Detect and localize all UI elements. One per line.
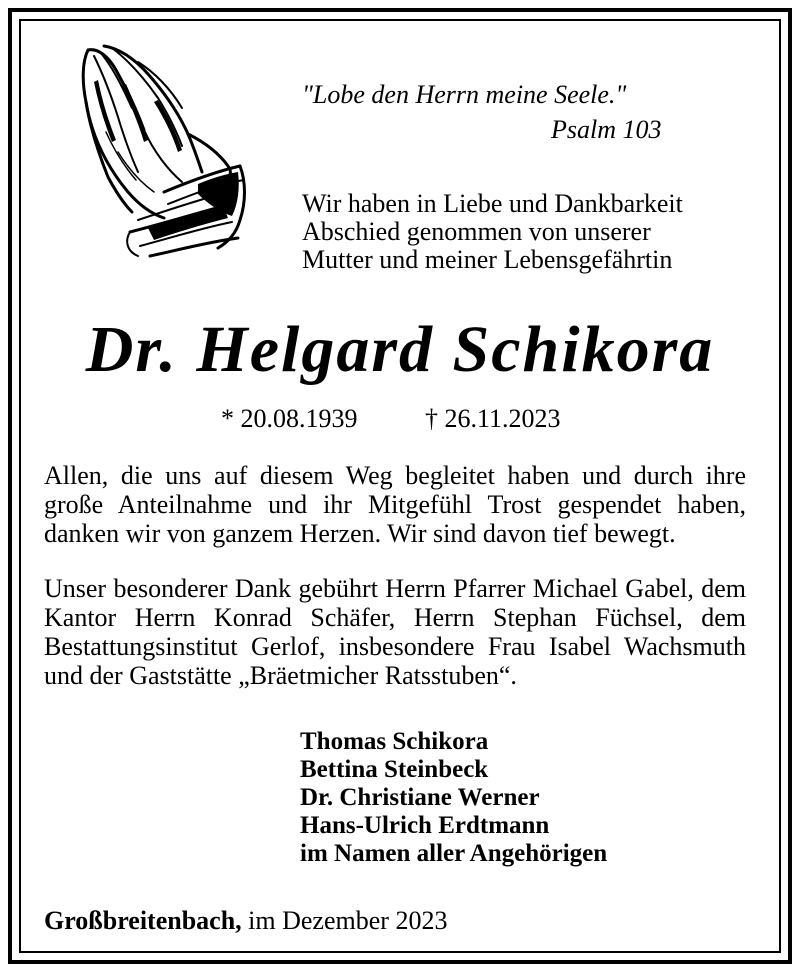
bible-quote: "Lobe den Herrn meine Seele.": [302, 80, 627, 109]
birth-date: * 20.08.1939: [221, 404, 358, 433]
place-and-date: [44, 906, 447, 936]
intro-line: Mutter und meiner Lebensgefährtin: [302, 245, 673, 274]
family-member: Thomas Schikora: [300, 728, 489, 755]
thanks-paragraph: Allen, die uns auf diesem Weg begleitet haben und durch ihre große Anteilnahme und ihr Mitgefühl Trost gespendet haben, danken wir von ganzem Herzen. Wir sind davon tief bewegt.: [44, 461, 746, 548]
psalm-reference: Psalm 103: [551, 115, 662, 144]
place: Großbreitenbach,: [44, 906, 242, 935]
death-date: † 26.11.2023: [425, 404, 561, 433]
special-thanks-paragraph: Unser besonderer Dank gebührt Herrn Pfarrer Michael Gabel, dem Kantor Herrn Konrad Schäfer, Herrn Stephan Füchsel, dem Bestattungsinstitut Gerlof, insbesondere Frau Isabel Wachsmuth und der Gaststätte „Bräetmicher Ratsstuben“.: [44, 574, 746, 690]
deceased-name: Dr. Helgard Schikora: [85, 313, 715, 386]
family-member: Hans-Ulrich Erdtmann: [300, 812, 550, 839]
intro-text: [302, 190, 683, 274]
family-member: im Namen aller Angehörigen: [300, 840, 608, 867]
family-member: Bettina Steinbeck: [300, 756, 489, 783]
family-member: Dr. Christiane Werner: [300, 784, 540, 811]
date: im Dezember 2023: [248, 906, 448, 935]
intro-line: Wir haben in Liebe und Dankbarkeit: [302, 189, 683, 218]
family-signatures: [300, 728, 607, 868]
intro-line: Abschied genommen von unserer: [302, 217, 651, 246]
praying-hands-icon: [78, 42, 250, 260]
